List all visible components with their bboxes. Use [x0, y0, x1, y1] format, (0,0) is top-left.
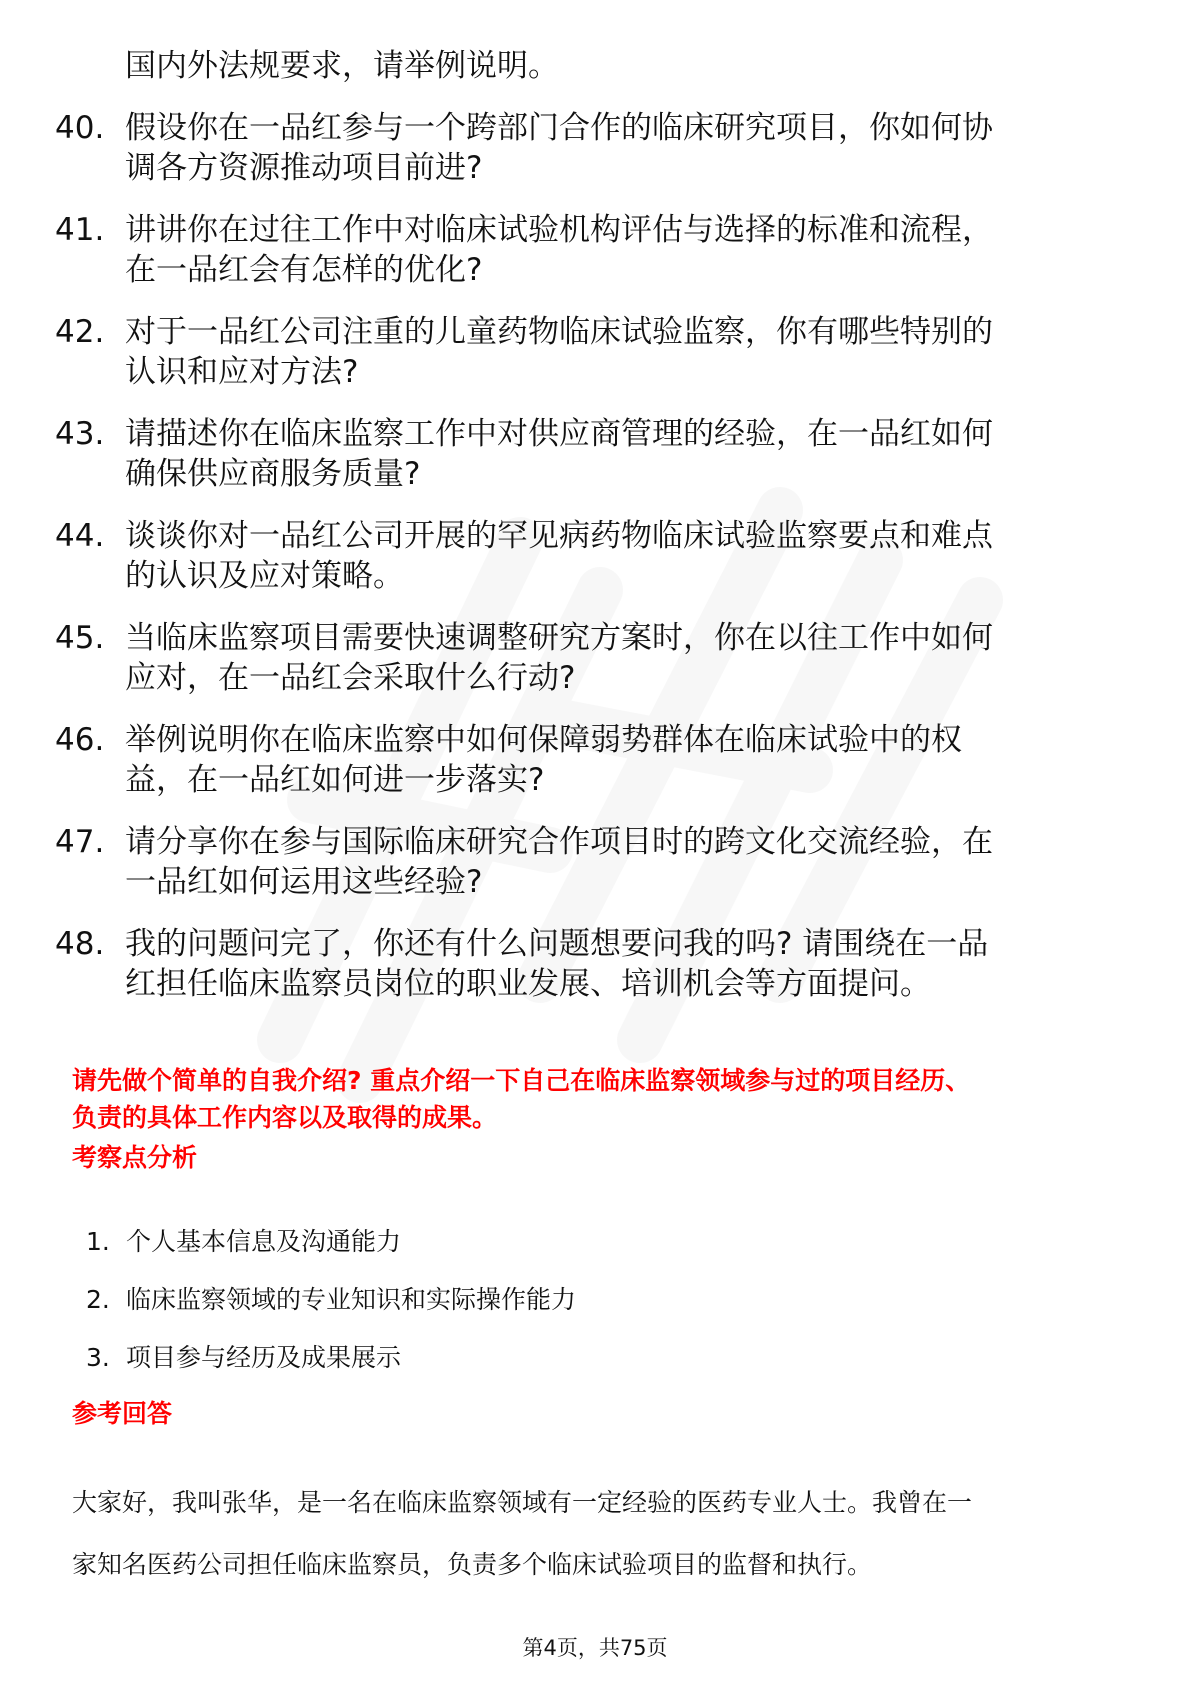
question-line: 在一品红会有怎样的优化? — [125, 252, 483, 288]
question-line: 的认识及应对策略。 — [125, 558, 404, 594]
answer-line: 大家好，我叫张华，是一名在临床监察领域有一定经验的医药专业人士。我曾在一 — [72, 1488, 973, 1517]
question-line: 请分享你在参与国际临床研究合作项目时的跨文化交流经验，在 — [125, 824, 993, 860]
question-item — [55, 414, 1135, 494]
question-line: 讲讲你在过往工作中对临床试验机构评估与选择的标准和流程， — [125, 212, 993, 248]
question-line: 红担任临床监察员岗位的职业发展、培训机会等方面提问。 — [125, 966, 931, 1002]
question-text — [125, 924, 1135, 1004]
question-number: 41. — [55, 212, 105, 248]
question-line: 认识和应对方法? — [125, 354, 359, 390]
question-text — [125, 822, 1135, 902]
question-line: 确保供应商服务质量? — [125, 456, 421, 492]
reference-answer-heading: 参考回答 — [72, 1399, 173, 1428]
featured-question — [72, 1062, 1132, 1136]
question-item — [55, 210, 1135, 290]
question-text — [125, 720, 1135, 800]
question-item — [55, 618, 1135, 698]
page-footer: 第4页，共75页 — [522, 1636, 668, 1660]
question-line: 当临床监察项目需要快速调整研究方案时，你在以往工作中如何 — [125, 620, 993, 656]
analysis-item — [86, 1284, 576, 1342]
question-line: 举例说明你在临床监察中如何保障弱势群体在临床试验中的权 — [125, 722, 962, 758]
question-line: 假设你在一品红参与一个跨部门合作的临床研究项目，你如何协 — [125, 110, 993, 146]
question-line: 请描述你在临床监察工作中对供应商管理的经验，在一品红如何 — [125, 416, 993, 452]
question-item — [55, 108, 1135, 188]
question-item — [55, 312, 1135, 392]
question-line: 一品红如何运用这些经验? — [125, 864, 483, 900]
question-list — [55, 46, 1135, 1026]
analysis-heading: 考察点分析 — [72, 1143, 198, 1172]
question-number: 43. — [55, 416, 105, 452]
analysis-text: 临床监察领域的专业知识和实际操作能力 — [126, 1285, 577, 1314]
question-item — [55, 924, 1135, 1004]
analysis-text: 个人基本信息及沟通能力 — [126, 1227, 402, 1256]
analysis-item — [86, 1226, 576, 1284]
question-number: 47. — [55, 824, 105, 860]
analysis-number: 2. — [86, 1285, 110, 1314]
analysis-number: 1. — [86, 1227, 110, 1256]
answer-line: 家知名医药公司担任临床监察员，负责多个临床试验项目的监督和执行。 — [72, 1550, 873, 1579]
question-text — [125, 108, 1135, 188]
question-item — [55, 720, 1135, 800]
reference-answer-body — [72, 1472, 1132, 1596]
question-number: 42. — [55, 314, 105, 350]
question-text — [125, 516, 1135, 596]
question-text — [125, 618, 1135, 698]
question-text — [125, 414, 1135, 494]
question-number: 48. — [55, 926, 105, 962]
featured-question-line: 请先做个简单的自我介绍? 重点介绍一下自己在临床监察领域参与过的项目经历、 — [72, 1066, 971, 1095]
analysis-text: 项目参与经历及成果展示 — [126, 1343, 402, 1372]
question-line: 益，在一品红如何进一步落实? — [125, 762, 545, 798]
question-number: 44. — [55, 518, 105, 554]
question-line: 谈谈你对一品红公司开展的罕见病药物临床试验监察要点和难点 — [125, 518, 993, 554]
question-line: 我的问题问完了，你还有什么问题想要问我的吗? 请围绕在一品 — [125, 926, 989, 962]
question-text — [125, 312, 1135, 392]
question-number: 46. — [55, 722, 105, 758]
featured-question-line: 负责的具体工作内容以及取得的成果。 — [72, 1103, 498, 1132]
question-line: 对于一品红公司注重的儿童药物临床试验监察，你有哪些特别的 — [125, 314, 993, 350]
analysis-number: 3. — [86, 1343, 110, 1372]
question-line: 应对，在一品红会采取什么行动? — [125, 660, 576, 696]
question-item — [55, 516, 1135, 596]
analysis-list — [86, 1226, 576, 1400]
question-continuation: 国内外法规要求，请举例说明。 — [125, 48, 559, 84]
question-item — [55, 822, 1135, 902]
analysis-item — [86, 1342, 576, 1400]
question-line: 调各方资源推动项目前进? — [125, 150, 483, 186]
question-text — [125, 210, 1135, 290]
question-number: 40. — [55, 110, 105, 146]
question-number: 45. — [55, 620, 105, 656]
